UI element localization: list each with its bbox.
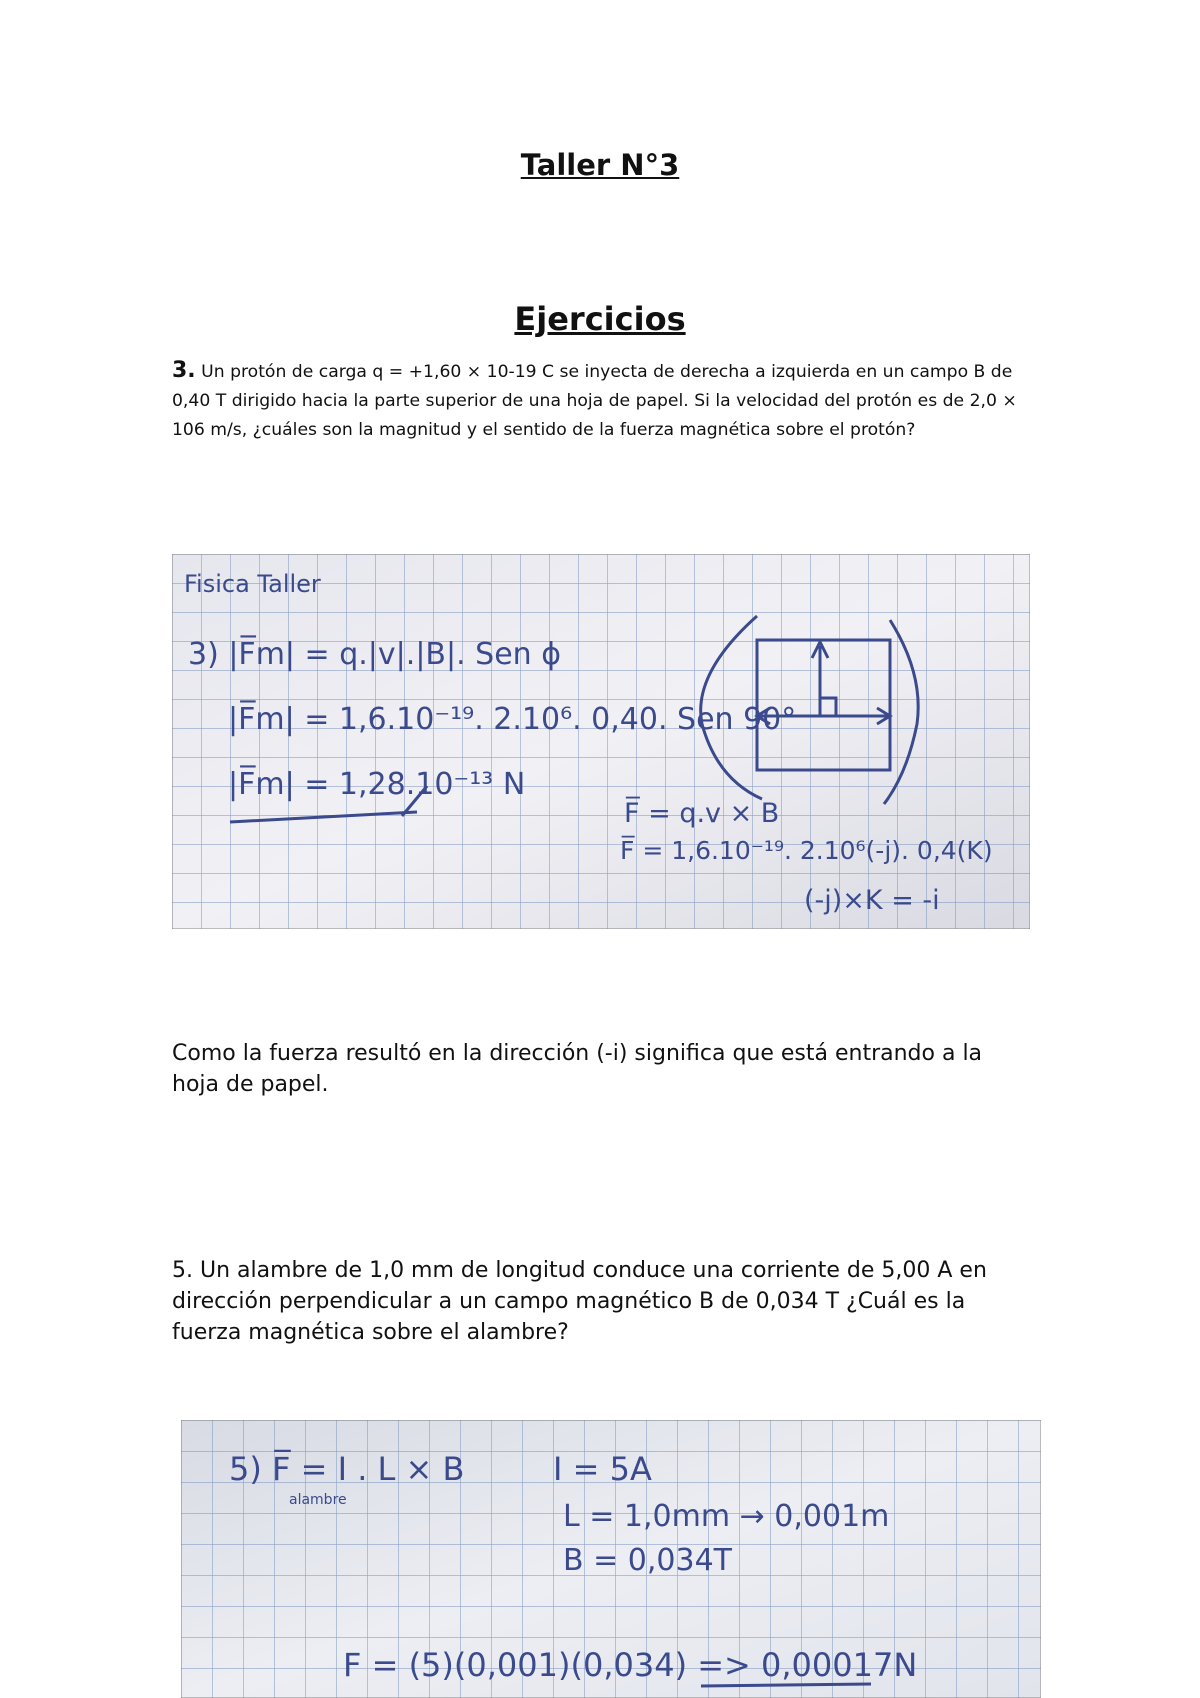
- photo1-line-4: F̅ = q.v × B: [624, 798, 780, 829]
- photo1-line-5: F̅ = 1,6.10⁻¹⁹. 2.10⁶(-j). 0,4(K): [620, 836, 993, 865]
- section-title: Ejercicios: [514, 300, 686, 338]
- photo2-line-3: L = 1,0mm → 0,001m: [563, 1499, 890, 1534]
- notebook-grid-image-2: [181, 1420, 1041, 1698]
- handwritten-solution-photo-5: [181, 1420, 1041, 1698]
- photo2-line-4: B = 0,034T: [563, 1543, 732, 1578]
- answer-3-text: Como la fuerza resultó en la dirección (-i) significa que está entrando a la hoja de papel.: [172, 1041, 983, 1097]
- exercise-5-statement: 5. Un alambre de 1,0 mm de longitud conduce una corriente de 5,00 A en dirección perpendicular a un campo magnético B de 0,034 T ¿Cuál es la fuerza magnética sobre el alambre?: [172, 1258, 987, 1345]
- photo1-line-6: (-j)×K = -i: [804, 885, 940, 916]
- photo2-line-5: F = (5)(0,001)(0,034) => 0,00017N: [343, 1646, 918, 1684]
- notebook-grid-image: [172, 554, 1030, 929]
- photo1-line-3: |F̅m| = 1,28.10⁻¹³ N: [228, 767, 526, 802]
- handwritten-solution-photo-3: [172, 554, 1030, 929]
- page-title: Taller N°3: [520, 148, 680, 182]
- photo1-line-2: |F̅m| = 1,6.10⁻¹⁹. 2.10⁶. 0,40. Sen 90°: [228, 702, 797, 737]
- photo1-header: Fisica Taller: [184, 570, 321, 598]
- photo1-line-1: 3) |F̅m| = q.|v|.|B|. Sen ϕ: [188, 637, 562, 672]
- photo2-subscript: alambre: [289, 1492, 347, 1508]
- photo2-line-1: 5) F̅ = I . L × B: [229, 1450, 465, 1488]
- exercise-3-number: 3.: [172, 358, 196, 383]
- exercise-3-text: Un protón de carga q = +1,60 × 10-19 C se inyecta de derecha a izquierda en un campo B de 0,40 T dirigido hacia la parte superior de una hoja de papel. Si la velocidad del protón es de 2,0 × 106 m/s, ¿cuáles son la magnitud y el sentido de la fuerza magnética sobre el protón?: [172, 362, 1017, 440]
- exercise-3-statement: [172, 356, 1024, 445]
- photo2-line-2: I = 5A: [553, 1450, 652, 1488]
